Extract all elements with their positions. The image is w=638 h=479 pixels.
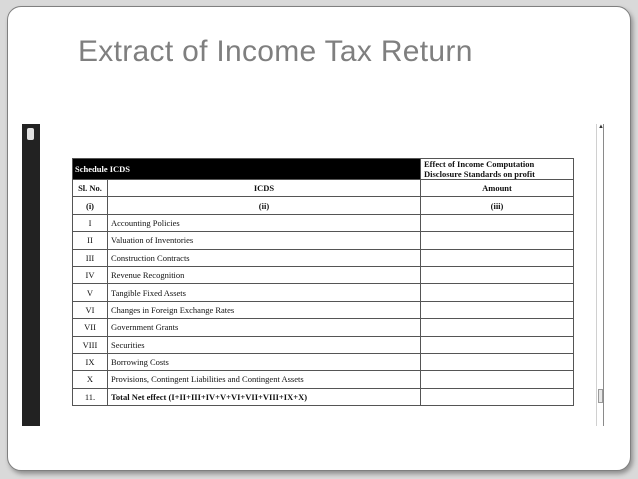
row-amount: [421, 232, 574, 249]
row-icds-label: Construction Contracts: [108, 249, 421, 266]
table-row: [73, 249, 574, 266]
row-amount: [421, 301, 574, 318]
subheader-sl-no: (i): [73, 197, 108, 214]
row-icds-label: Tangible Fixed Assets: [108, 284, 421, 301]
row-sl-no: I: [73, 214, 108, 231]
row-amount: [421, 284, 574, 301]
row-sl-no: VI: [73, 301, 108, 318]
total-sl-no: 11.: [73, 388, 108, 405]
row-icds-label: Government Grants: [108, 319, 421, 336]
total-row: [73, 388, 574, 405]
row-icds-label: Provisions, Contingent Liabilities and Contingent Assets: [108, 371, 421, 388]
row-icds-label: Changes in Foreign Exchange Rates: [108, 301, 421, 318]
table-row: [73, 319, 574, 336]
row-amount: [421, 353, 574, 370]
row-amount: [421, 214, 574, 231]
row-sl-no: VIII: [73, 336, 108, 353]
row-icds-label: Borrowing Costs: [108, 353, 421, 370]
schedule-label: Schedule ICDS: [73, 159, 421, 180]
table-row: [73, 232, 574, 249]
row-icds-label: Revenue Recognition: [108, 266, 421, 283]
subheader-icds: (ii): [108, 197, 421, 214]
header-sl-no: Sl. No.: [73, 180, 108, 197]
schedule-icds-table: [72, 158, 574, 406]
row-sl-no: III: [73, 249, 108, 266]
table-row: [73, 284, 574, 301]
row-sl-no: V: [73, 284, 108, 301]
table-row: [73, 353, 574, 370]
row-icds-label: Valuation of Inventories: [108, 232, 421, 249]
table-row: [73, 336, 574, 353]
row-sl-no: IX: [73, 353, 108, 370]
scroll-thumb[interactable]: [598, 389, 603, 403]
header-amount: Amount: [421, 180, 574, 197]
vertical-scrollbar[interactable]: [596, 124, 604, 426]
table-row: [73, 301, 574, 318]
table-row: [73, 266, 574, 283]
table-row: [73, 371, 574, 388]
header-icds: ICDS: [108, 180, 421, 197]
schedule-title: Effect of Income Computation Disclosure Standards on profit: [421, 159, 574, 180]
column-header-row: [73, 180, 574, 197]
subheader-amount: (iii): [421, 197, 574, 214]
screenshot-left-bar: [22, 124, 40, 426]
total-label: Total Net effect (I+II+III+IV+V+VI+VII+VIII+IX+X): [108, 388, 421, 405]
row-icds-label: Securities: [108, 336, 421, 353]
row-sl-no: IV: [73, 266, 108, 283]
row-sl-no: X: [73, 371, 108, 388]
row-amount: [421, 336, 574, 353]
row-amount: [421, 266, 574, 283]
total-amount: [421, 388, 574, 405]
row-sl-no: II: [73, 232, 108, 249]
row-amount: [421, 371, 574, 388]
row-icds-label: Accounting Policies: [108, 214, 421, 231]
slide-title: Extract of Income Tax Return: [78, 35, 473, 68]
bar-handle-icon: [27, 128, 34, 140]
table-row: [73, 214, 574, 231]
column-subheader-row: [73, 197, 574, 214]
schedule-header-row: [73, 159, 574, 180]
row-amount: [421, 319, 574, 336]
scroll-up-icon[interactable]: ▲: [598, 124, 604, 130]
row-amount: [421, 249, 574, 266]
row-sl-no: VII: [73, 319, 108, 336]
document-screenshot: [40, 124, 596, 426]
